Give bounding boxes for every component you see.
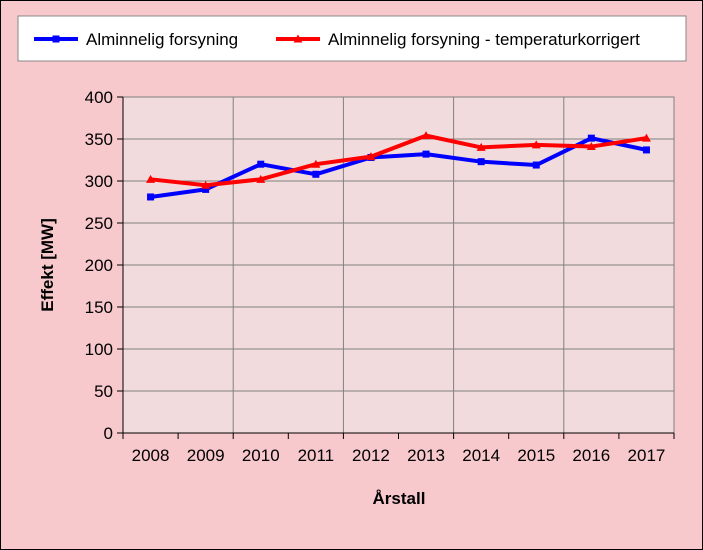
x-axis-title: Årstall [372, 489, 426, 508]
y-tick-label: 350 [84, 130, 113, 149]
y-tick-label: 200 [84, 256, 113, 275]
x-tick-label: 2012 [352, 446, 390, 465]
x-tick-label: 2015 [517, 446, 556, 465]
legend-item-temperaturkorrigert [276, 30, 640, 49]
line-chart [1, 1, 702, 549]
x-tick-label: 2009 [186, 446, 225, 465]
series-alminnelig-forsyning-marker [533, 162, 540, 169]
y-tick-label: 400 [84, 88, 113, 107]
y-tick-label: 150 [84, 298, 113, 317]
y-tick-label: 50 [94, 382, 113, 401]
x-tick-label: 2008 [131, 446, 170, 465]
x-tick-label: 2010 [241, 446, 280, 465]
series-alminnelig-forsyning-marker [588, 135, 595, 142]
series-alminnelig-forsyning-marker [312, 171, 319, 178]
y-axis-title: Effekt [MW] [38, 218, 57, 312]
series-alminnelig-forsyning-marker [478, 158, 485, 165]
x-tick-label: 2014 [462, 446, 501, 465]
y-tick-label: 100 [84, 340, 113, 359]
legend-item-alminnelig-forsyning-marker [53, 36, 60, 43]
x-tick-label: 2017 [627, 446, 666, 465]
legend-item-temperaturkorrigert-label: Alminnelig forsyning - temperaturkorrigert [328, 30, 640, 49]
y-tick-label: 300 [84, 172, 113, 191]
series-alminnelig-forsyning-marker [147, 193, 154, 200]
series-alminnelig-forsyning-marker [257, 161, 264, 168]
legend-item-alminnelig-forsyning-label: Alminnelig forsyning [86, 30, 239, 49]
y-tick-label: 250 [84, 214, 113, 233]
y-tick-label: 0 [103, 424, 113, 443]
x-tick-label: 2013 [407, 446, 445, 465]
x-tick-label: 2011 [297, 446, 335, 465]
series-alminnelig-forsyning-marker [643, 146, 650, 153]
series-alminnelig-forsyning-marker [423, 151, 430, 158]
x-tick-label: 2016 [572, 446, 611, 465]
